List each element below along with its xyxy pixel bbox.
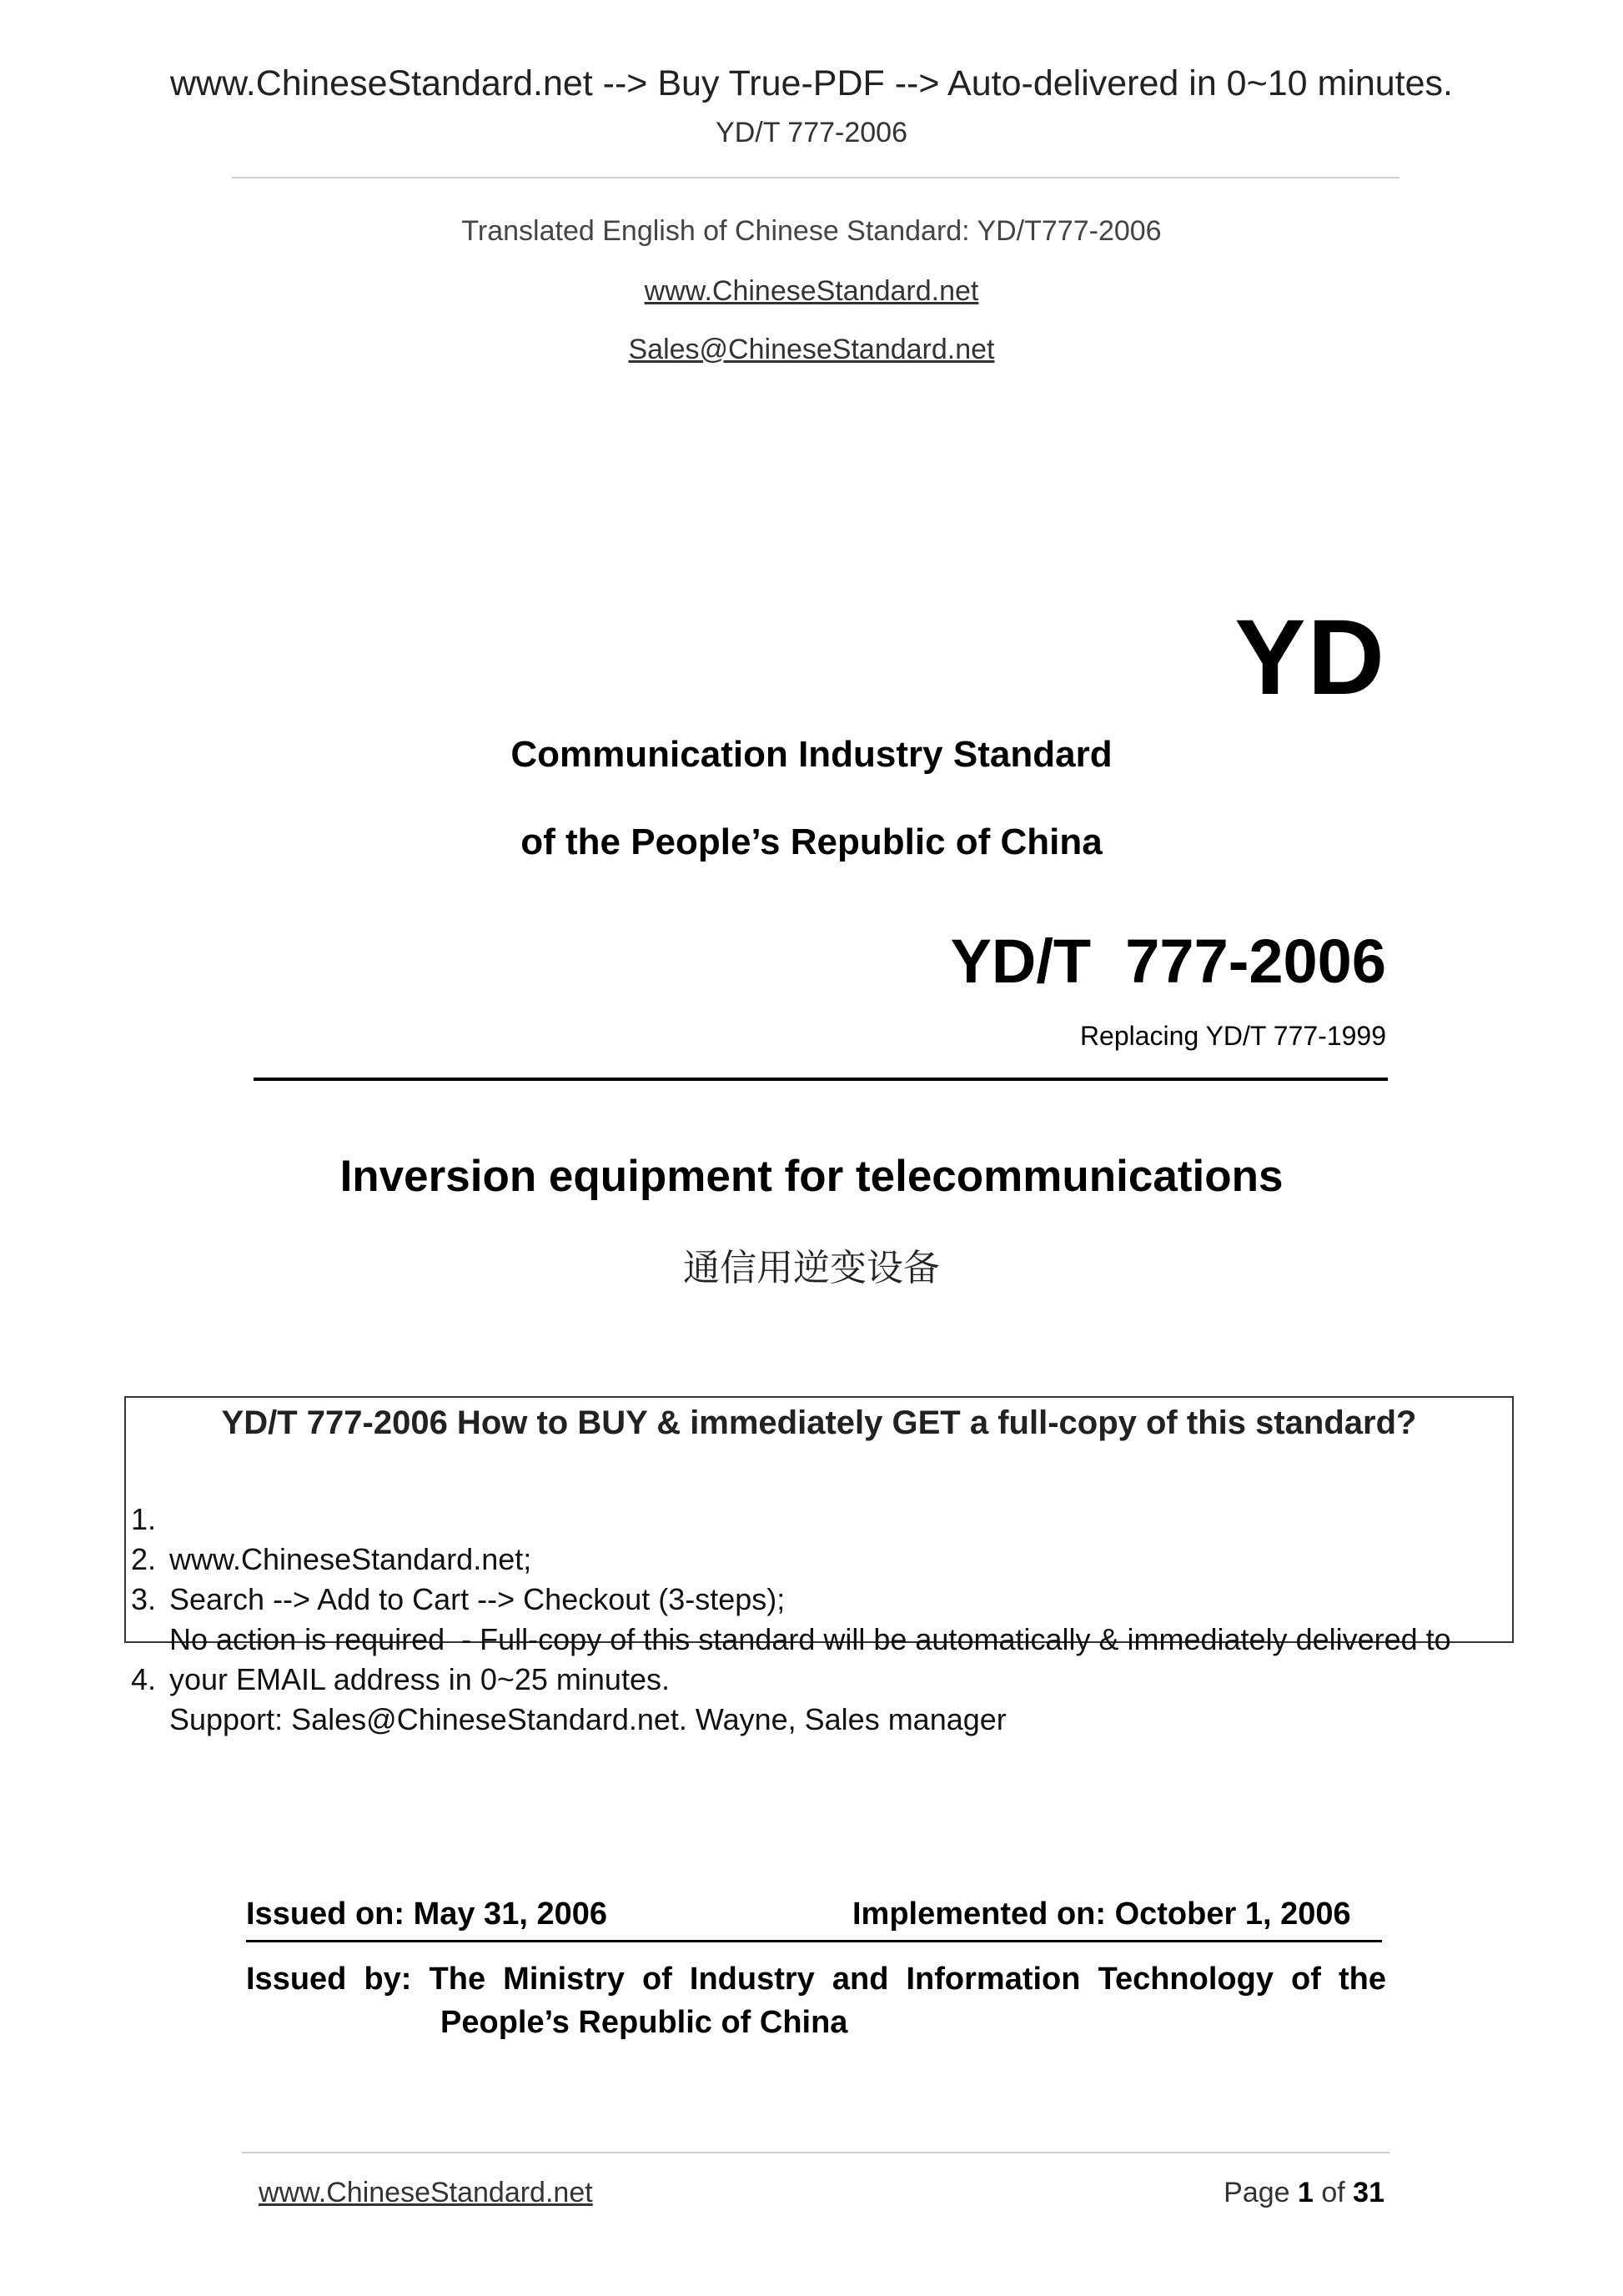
step-number: 4. [131,1662,157,1696]
replacing-note: Replacing YD/T 777-1999 [1079,1021,1386,1051]
page-total: 31 [1353,2177,1384,2208]
page-prefix: Page [1224,2177,1298,2208]
page-mid: of [1313,2177,1354,2208]
implemented-on-date: Implemented on: October 1, 2006 [852,1897,1351,1932]
footer-divider [242,2152,1389,2153]
footer-website-link[interactable]: www.ChineseStandard.net [259,2177,593,2208]
page-indicator [1224,2177,1384,2209]
header-divider [232,177,1399,178]
purchase-box-title: YD/T 777-2006 How to BUY & immediately GET a full-copy of this standard? [221,1404,1417,1441]
step-text: Search --> Add to Cart --> Checkout (3-steps); [169,1582,786,1616]
email-link-container [0,334,1623,366]
page-current: 1 [1298,2177,1314,2208]
issuer-line2: People’s Republic of China [440,2005,848,2040]
issued-on-date: Issued on: May 31, 2006 [246,1897,607,1932]
standard-number: YD/T 777-2006 [950,927,1386,996]
industry-standard-line1: Communication Industry Standard [510,734,1113,775]
purchase-step [126,1459,1512,1576]
title-divider [254,1078,1388,1081]
issuer-line1: Issued by: The Ministry of Industry and Information Technology of the [246,1962,1386,1997]
purchase-steps-list [126,1459,1512,1736]
dates-divider [246,1940,1382,1942]
website-link[interactable]: www.ChineseStandard.net [644,275,979,307]
document-title-english: Inversion equipment for telecommunications [339,1152,1284,1201]
standard-category-logo: YD [1234,598,1386,717]
email-link[interactable]: Sales@ChineseStandard.net [628,334,995,365]
header-standard-code: YD/T 777-2006 [716,117,907,148]
footer-website-container [259,2177,593,2209]
document-title-chinese: 通信用逆变设备 [683,1247,940,1289]
purchase-info-box [124,1396,1514,1736]
step-text: No action is required - Full-copy of this standard will be automatically & immediately delivered to [169,1622,1451,1656]
translated-note: Translated English of Chinese Standard: YD/T777-2006 [461,215,1162,247]
step-number: 3. [131,1582,157,1616]
step-number: 1. [131,1502,157,1536]
industry-standard-line2: of the People’s Republic of China [520,821,1103,862]
website-link-container [0,275,1623,308]
step-text: Support: Sales@ChineseStandard.net. Wayne, Sales manager [169,1702,1007,1736]
step-text[interactable]: www.ChineseStandard.net; [169,1542,532,1576]
step-number: 2. [131,1542,157,1576]
header-banner: www.ChineseStandard.net --> Buy True-PDF --> Auto-delivered in 0~10 minutes. [169,63,1453,103]
step-text: your EMAIL address in 0~25 minutes. [169,1662,670,1696]
